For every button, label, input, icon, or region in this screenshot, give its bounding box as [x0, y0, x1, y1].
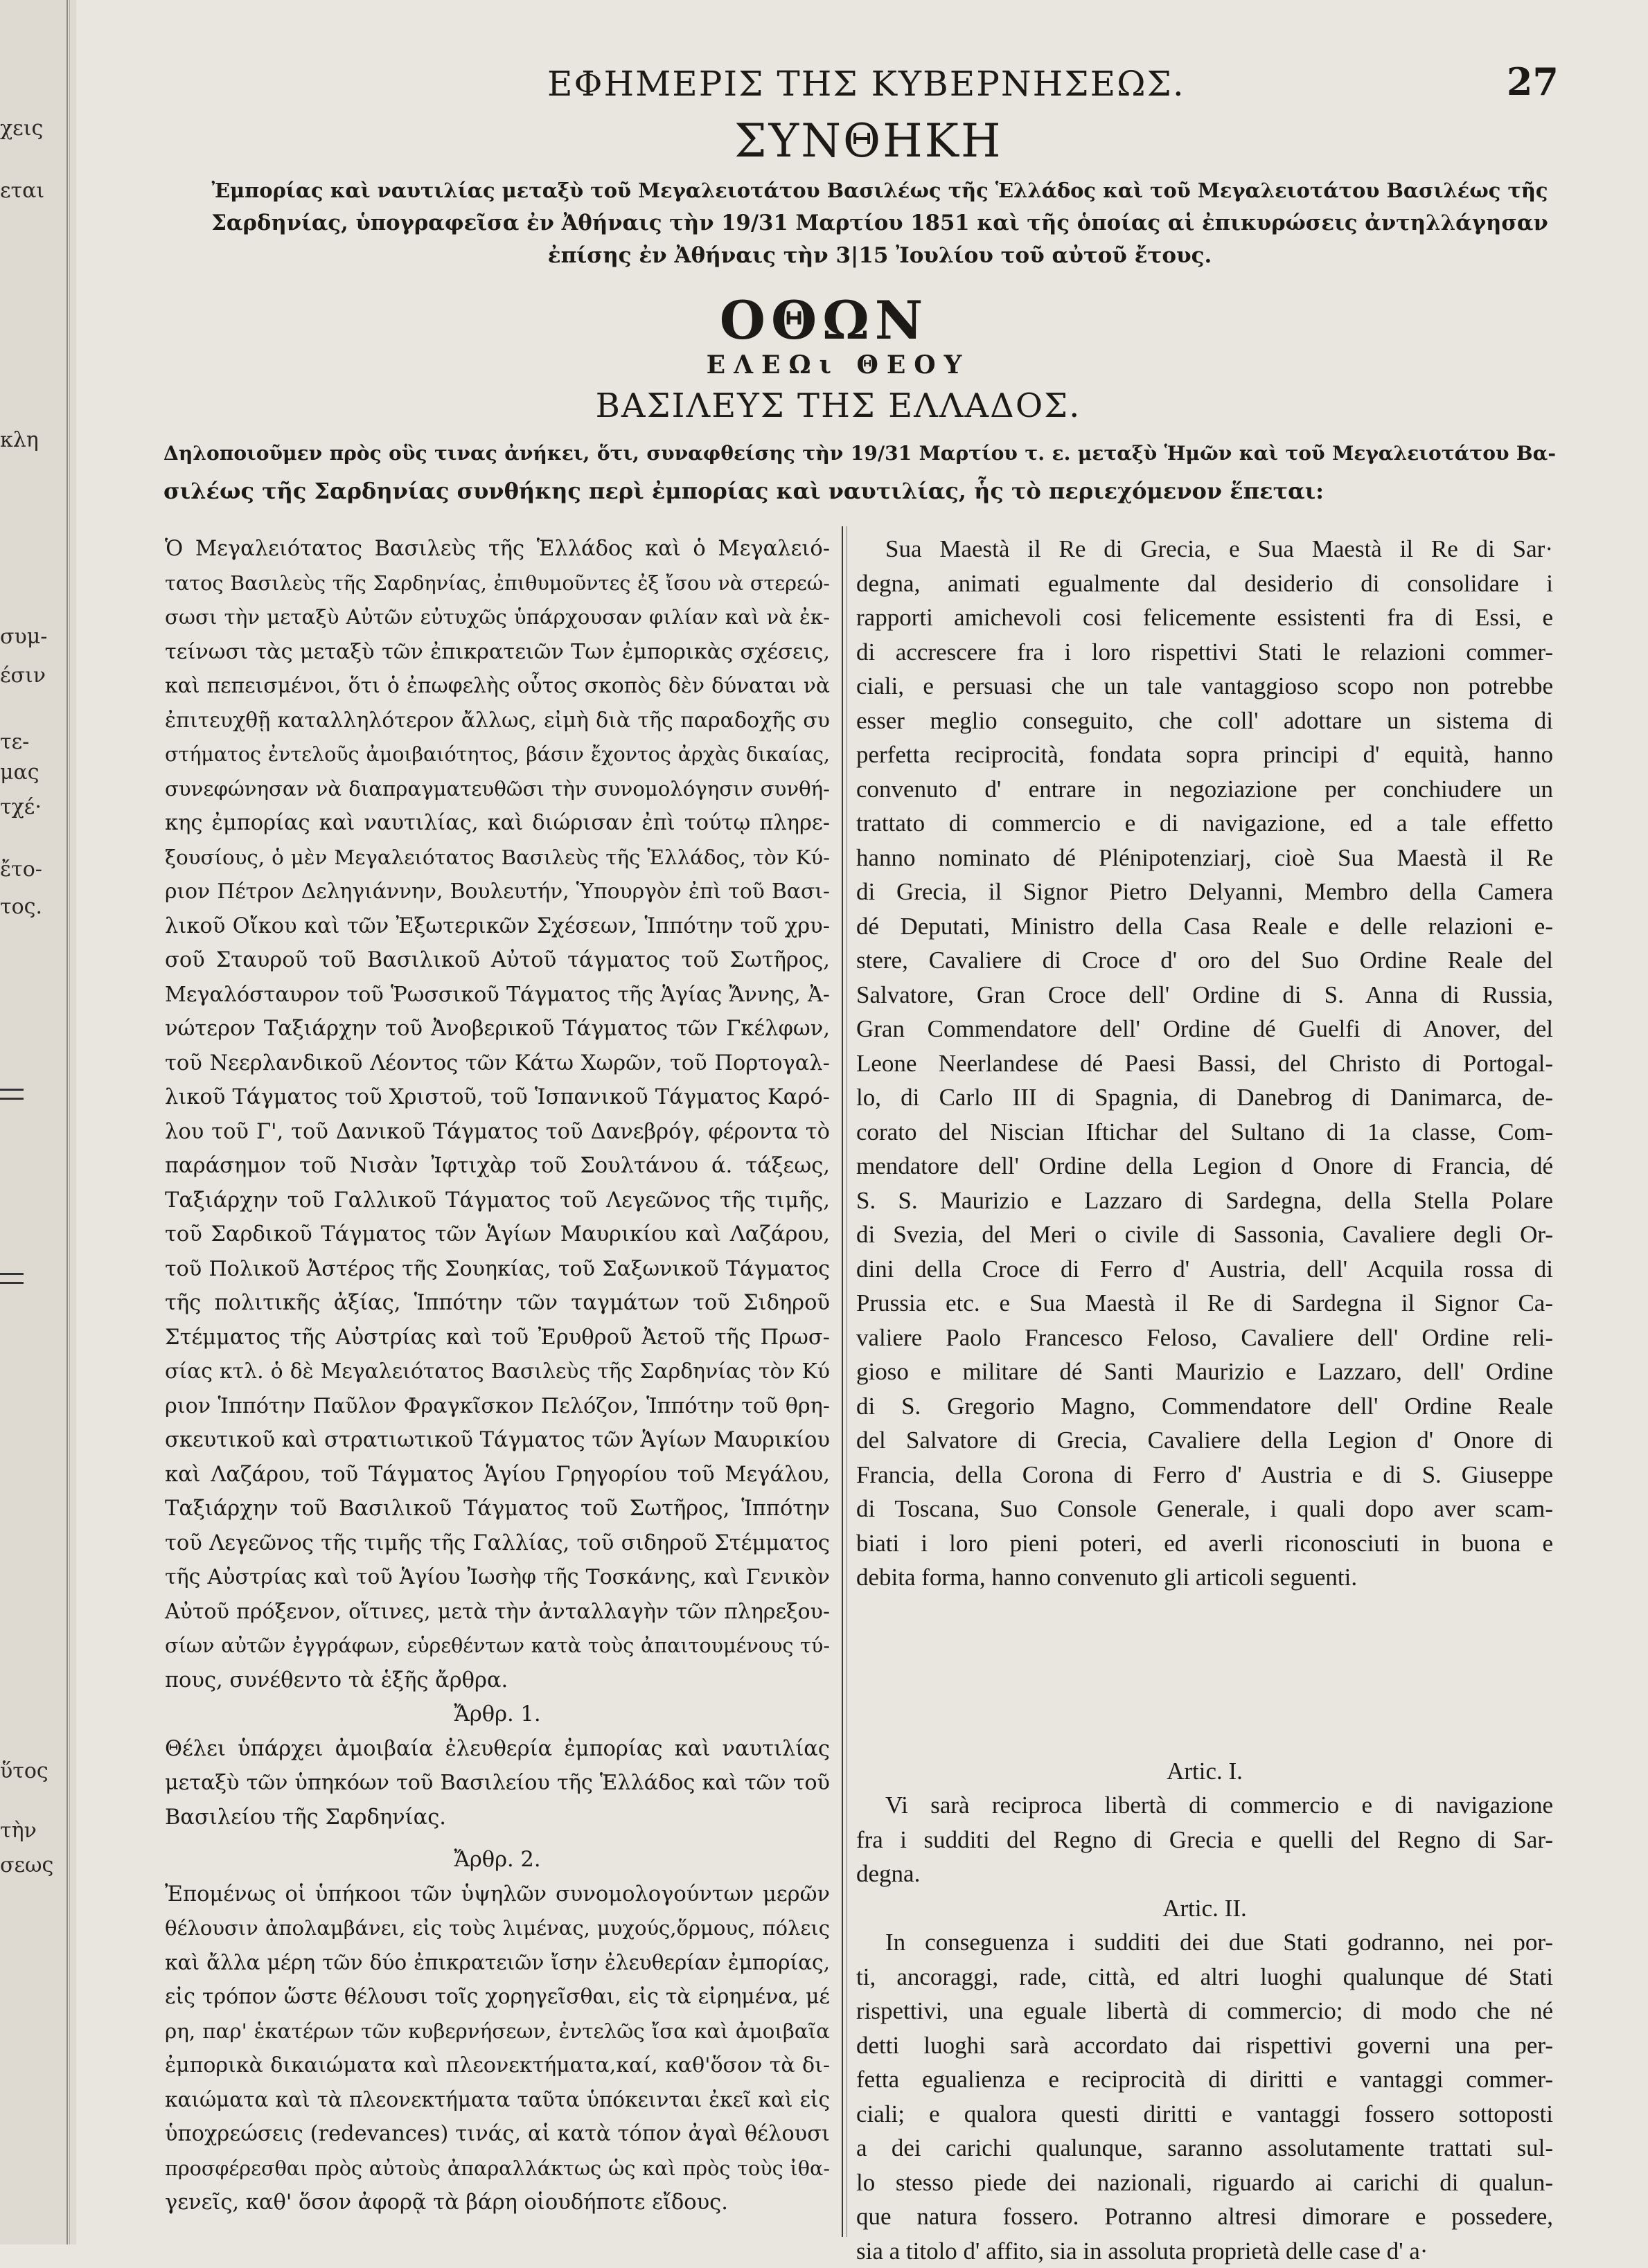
greek-preamble-text: [165, 532, 830, 1697]
greek-text-line: μεταξὺ τῶν ὑπηκόων τοῦ Βασιλείου τῆς Ἑλλάδος καὶ τῶν τοῦ: [165, 1766, 830, 1801]
italian-text-line: detti luoghi sarà accordato dai rispettivi governi una per-: [856, 2028, 1553, 2063]
greek-text-line: εἰς τρόπον ὥστε θέλουσι τοῖς χορηγεῖσθαι, εἰς τὰ εἰρημένα, μέ: [165, 1980, 830, 2015]
italian-text-line: trattato di commercio e di navigazione, ed a tale effetto: [856, 806, 1553, 841]
preamble-line: ἐπίσης ἐν Ἀθήναις τὴν 3|15 Ἰουλίου τοῦ αὐτοῦ ἔτους.: [208, 240, 1552, 272]
greek-text-line: σίων αὐτῶν ἐγγράφων, εὑρεθέντων κατὰ τοὺς ἀπαιτουμένους τύ-: [165, 1629, 830, 1663]
greek-text-line: παράσημον τοῦ Νισὰν Ἰφτιχὰρ τοῦ Σουλτάνου ά. τάξεως,: [165, 1149, 830, 1184]
greek-text-line: ὑποχρεώσεις (redevances) τινάς, αἱ κατὰ τόπον ἀγαὶ θέλουσι: [165, 2117, 830, 2152]
margin-fragment: συμ-: [0, 625, 69, 650]
king-name: ΟΘΩΝ: [0, 289, 1648, 351]
italian-text-line: di Grecia, il Signor Pietro Delyanni, Membro della Camera: [856, 875, 1553, 909]
italian-text-line: S. S. Maurizio e Lazzaro di Sardegna, della Stella Polare: [856, 1184, 1553, 1218]
greek-text-line: προσφέρεσθαι πρὸς αὐτοὺς ἀπαραλλάκτως ὡς καὶ πρὸς τοὺς ἰθα-: [165, 2152, 830, 2186]
royal-declaration: [163, 435, 1556, 510]
italian-text-line: dini della Croce di Ferro d' Austria, dell' Acquila rossa di: [856, 1252, 1553, 1287]
italian-text-line: del Salvatore di Grecia, Cavaliere della Legion d' Onore di: [856, 1423, 1553, 1458]
margin-fragment: εται: [0, 179, 69, 204]
margin-fragment: σεως: [0, 1853, 69, 1878]
greek-text-line: τοῦ Πολικοῦ Ἀστέρος τῆς Σουηκίας, τοῦ Σαξωνικοῦ Τάγματος: [165, 1252, 830, 1287]
greek-text-line: ριον Ἱππότην Παῦλον Φραγκῖσκον Πελόζον, Ἱππότην τοῦ θρη-: [165, 1389, 830, 1424]
italian-text-line: ciali, e persuasi che un tale vantaggioso scopo non potrebbe: [856, 669, 1553, 704]
greek-text-line: σωσι τὴν μεταξὺ Αὐτῶν εὐτυχῶς ὑπάρχουσαν φιλίαν καὶ νὰ ἐκ-: [165, 600, 830, 635]
italian-text-line: convenuto d' entrare in negoziazione per conchiudere un: [856, 772, 1553, 807]
greek-text-line: ρη, παρ' ἑκατέρων τῶν κυβερνήσεων, ἐντελῶς ἴσα καὶ ἀμοιβαῖα: [165, 2015, 830, 2049]
greek-column: [165, 532, 830, 2220]
italian-text-line: Leone Neerlandese dé Paesi Bassi, del Christo di Portogal-: [856, 1046, 1553, 1081]
italian-article-1-heading: Artic. I.: [856, 1754, 1553, 1789]
italian-text-line: biati i loro pieni poteri, ed averli riconosciuti in buona e: [856, 1526, 1553, 1561]
king-grace: ΕΛΕΩι ΘΕΟΥ: [97, 350, 1579, 380]
italian-text-line: di Svezia, del Meri o civile di Sassonia, Cavaliere degli Or-: [856, 1217, 1553, 1252]
italian-text-line: dé Deputati, Ministro della Casa Reale e delle relazioni e-: [856, 909, 1553, 944]
greek-text-line: λικοῦ Οἴκου καὶ τῶν Ἐξωτερικῶν Σχέσεων, Ἱππότην τοῦ χρυ-: [165, 909, 830, 944]
italian-text-line: perfetta reciprocità, fondata sopra principi d' equità, hanno: [856, 738, 1553, 772]
greek-text-line: τοῦ Σαρδικοῦ Τάγματος τῶν Ἁγίων Μαυρικίου καὶ Λαζάρου,: [165, 1217, 830, 1252]
italian-text-line: lo stesso piede dei nazionali, riguardo ai carichi di qualun-: [856, 2166, 1553, 2200]
greek-text-line: Βασιλείου τῆς Σαρδηνίας.: [165, 1801, 830, 1835]
italian-text-line: degna.: [856, 1857, 1553, 1891]
italian-text-line: lo, di Carlo III di Spagnia, di Danebrog di Danimarca, de-: [856, 1080, 1553, 1115]
greek-text-line: καὶ Λαζάρου, τοῦ Τάγματος Ἁγίου Γρηγορίου τοῦ Μεγάλου,: [165, 1458, 830, 1492]
italian-text-line: degna, animati egualmente dal desiderio di consolidare i: [856, 566, 1553, 601]
italian-text-line: rispettivi, una eguale libertà di commercio; di modo che né: [856, 1994, 1553, 2028]
greek-text-line: ἐπιτευχθῇ καταλληλότερον ἄλλως, εἰμὴ διὰ τῆς παραδοχῆς συ: [165, 704, 830, 738]
italian-text-line: di S. Gregorio Magno, Commendatore dell' Ordine Reale: [856, 1389, 1553, 1424]
italian-text-line: esser meglio conseguito, che coll' adottare un sistema di: [856, 704, 1553, 738]
italian-text-line: In conseguenza i sudditi dei due Stati godranno, nei por-: [856, 1925, 1553, 1960]
greek-text-line: Ἐπομένως οἱ ὑπήκοοι τῶν ὑψηλῶν συνομολογούντων μερῶν: [165, 1877, 830, 1912]
greek-text-line: τατος Βασιλεὺς τῆς Σαρδηνίας, ἐπιθυμοῦντες ἐξ ἴσου νὰ στερεώ-: [165, 566, 830, 601]
italian-text-line: fra i sudditi del Regno di Grecia e quelli del Regno di Sar-: [856, 1823, 1553, 1857]
greek-text-line: λικοῦ Τάγματος τοῦ Χριστοῦ, τοῦ Ἱσπανικοῦ Τάγματος Καρό-: [165, 1080, 830, 1115]
margin-fragment: τος.: [0, 895, 69, 920]
margin-fragment: ὕτος: [0, 1759, 69, 1784]
greek-text-line: γενεῖς, καθ' ὅσον ἀφορᾷ τὰ βάρη οἱουδήποτε εἴδους.: [165, 2186, 830, 2220]
greek-text-line: θέλουσιν ἀπολαμβάνει, εἰς τοὺς λιμένας, μυχούς,ὅρμους, πόλεις: [165, 1911, 830, 1946]
italian-text-line: fetta egualienza e reciprocità di diritti e vantaggi commer-: [856, 2062, 1553, 2097]
document-title: ΣΥΝΘΗΚΗ: [734, 114, 942, 168]
italian-text-line: Salvatore, Gran Croce dell' Ordine di S. Anna di Russia,: [856, 978, 1553, 1012]
italian-column: [856, 532, 1553, 2268]
italian-text-line: Prussia etc. e Sua Maestà il Re di Sardegna il Signor Ca-: [856, 1286, 1553, 1321]
running-title: ΕΦΗΜΕΡΙΣ ΤΗΣ ΚΥΒΕΡΝΗΣΕΩΣ.: [547, 64, 1143, 104]
preamble-line: Σαρδηνίας, ὑπογραφεῖσα ἐν Ἀθήναις τὴν 19/31 Μαρτίου 1851 καὶ τῆς ὁποίας αἱ ἐπικυρώσεις ἀντηλλάγησαν: [208, 207, 1552, 240]
italian-text-line: di accrescere fra i loro rispettivi Stati le relazioni commer-: [856, 635, 1553, 670]
margin-fragment: τὴν: [0, 1819, 69, 1843]
greek-text-line: Στέμματος τῆς Αὐστρίας καὶ τοῦ Ἐρυθροῦ Ἀετοῦ τῆς Πρωσ-: [165, 1321, 830, 1355]
greek-text-line: σίας κτλ. ὁ δὲ Μεγαλειότατος Βασιλεὺς τῆς Σαρδηνίας τὸν Κύ: [165, 1355, 830, 1389]
italian-preamble-text: [856, 532, 1553, 1595]
greek-text-line: ξουσίους, ὁ μὲν Μεγαλειότατος Βασιλεὺς τῆς Ἑλλάδος, τὸν Κύ-: [165, 841, 830, 875]
greek-text-line: ἐμπορικὰ δικαιώματα καὶ πλεονεκτήματα,καί, καθ'ὅσον τὰ δι-: [165, 2048, 830, 2083]
margin-rule-mark: [0, 1089, 24, 1100]
italian-text-line: di Toscana, Suo Console Generale, i quali dopo aver scam-: [856, 1492, 1553, 1526]
margin-fragment: τχέ·: [0, 795, 69, 820]
greek-text-line: τοῦ Νεερλανδικοῦ Λέοντος τῶν Κάτω Χωρῶν, τοῦ Πορτογαλ-: [165, 1046, 830, 1081]
margin-fragment: χεις: [0, 116, 69, 141]
margin-fragment: έσιν: [0, 663, 69, 688]
greek-text-line: κης ἐμπορίας καὶ ναυτιλίας, καὶ διώρισαν ἐπὶ τούτῳ πληρε-: [165, 806, 830, 841]
greek-text-line: νώτερον Ταξιάρχην τοῦ Ἀνοβερικοῦ Τάγματος τῶν Γκέλφων,: [165, 1012, 830, 1046]
italian-text-line: stere, Cavaliere di Croce d' oro del Suo Ordine Reale del: [856, 943, 1553, 978]
greek-text-line: Αὐτοῦ πρόξενον, οἵτινες, μετὰ τὴν ἀνταλλαγὴν τῶν πληρεξου-: [165, 1595, 830, 1629]
margin-rule-mark: [0, 1273, 24, 1284]
greek-text-line: Ταξιάρχην τοῦ Βασιλικοῦ Τάγματος τοῦ Σωτῆρος, Ἱππότην: [165, 1492, 830, 1526]
margin-fragment: τε-: [0, 730, 69, 755]
italian-text-line: a dei carichi qualunque, saranno assolutamente trattati sul-: [856, 2131, 1553, 2166]
greek-text-line: Ὁ Μεγαλειότατος Βασιλεὺς τῆς Ἑλλάδος καὶ ὁ Μεγαλειό-: [165, 532, 830, 566]
greek-article-2-text: [165, 1877, 830, 2220]
italian-text-line: Vi sarà reciproca libertà di commercio e di navigazione: [856, 1788, 1553, 1823]
italian-article-2-text: [856, 1925, 1553, 2268]
greek-text-line: στήματος ἐντελοῦς ἀμοιβαιότητος, βάσιν ἔχοντος ἀρχὰς δικαίας,: [165, 738, 830, 772]
column-rule: [842, 526, 843, 2237]
margin-fragment: κλη: [0, 428, 69, 453]
italian-article-2-heading: Artic. II.: [856, 1891, 1553, 1926]
italian-text-line: debita forma, hanno convenuto gli articoli seguenti.: [856, 1560, 1553, 1595]
treaty-preamble: [208, 175, 1552, 272]
greek-text-line: τῆς Αὐστρίας καὶ τοῦ Ἁγίου Ἰωσὴφ τῆς Τοσκάνης, καὶ Γενικὸν: [165, 1560, 830, 1595]
greek-text-line: ριον Πέτρον Δεληγιάννην, Βουλευτήν, Ὑπουργὸν ἐπὶ τοῦ Βασι-: [165, 875, 830, 909]
greek-text-line: τῆς πολιτικῆς ἀξίας, Ἱππότην τῶν ταγμάτων τοῦ Σιδηροῦ: [165, 1286, 830, 1321]
italian-text-line: ciali; e qualora questi diritti e vantaggi fossero sottoposti: [856, 2097, 1553, 2132]
preamble-line: Ἐμπορίας καὶ ναυτιλίας μεταξὺ τοῦ Μεγαλειοτάτου Βασιλέως τῆς Ἑλλάδος καὶ τοῦ Μεγαλειοτάτου Βασιλέως τῆς: [208, 175, 1552, 207]
italian-article-1-text: [856, 1788, 1553, 1891]
declaration-line: Δηλοποιοῦμεν πρὸς οὓς τινας ἀνήκει, ὅτι, συναφθείσης τὴν 19/31 Μαρτίου τ. ε. μεταξὺ Ἡμῶν καὶ τοῦ Μεγαλειοτάτου Βα-: [163, 435, 1556, 472]
italian-text-line: valiere Paolo Francesco Feloso, Cavaliere dell' Ordine reli-: [856, 1321, 1553, 1355]
greek-article-1-heading: Ἄρθρ. 1.: [165, 1697, 830, 1732]
greek-text-line: Θέλει ὑπάρχει ἀμοιβαία ἐλευθερία ἐμπορίας καὶ ναυτιλίας: [165, 1732, 830, 1767]
greek-text-line: Ταξιάρχην τοῦ Γαλλικοῦ Τάγματος τοῦ Λεγεῶνος τῆς τιμῆς,: [165, 1184, 830, 1218]
italian-text-line: rapporti amichevoli cosi felicemente essistenti fra di Essi, e: [856, 600, 1553, 635]
italian-text-line: mendatore dell' Ordine della Legion d Onore di Francia, dé: [856, 1149, 1553, 1184]
italian-text-line: ti, ancoraggi, rade, città, ed altri luoghi qualunque dé Stati: [856, 1960, 1553, 1994]
greek-text-line: πους, συνέθεντο τὰ ἑξῆς ἄρθρα.: [165, 1663, 830, 1698]
greek-text-line: συνεφώνησαν νὰ διαπραγματευθῶσι τὴν συνομολόγησιν συνθή-: [165, 772, 830, 807]
italian-text-line: Gran Commendatore dell' Ordine dé Guelfi di Anover, del: [856, 1012, 1553, 1046]
greek-text-line: σκευτικοῦ καὶ στρατιωτικοῦ Τάγματος τῶν Ἁγίων Μαυρικίου: [165, 1423, 830, 1458]
greek-text-line: Μεγαλόσταυρον τοῦ Ῥωσσικοῦ Τάγματος τῆς Ἁγίας Ἄννης, Ἀ-: [165, 978, 830, 1012]
king-title: ΒΑΣΙΛΕΥΣ ΤΗΣ ΕΛΛΑΔΟΣ.: [97, 386, 1579, 425]
italian-text-line: hanno nominato dé Plénipotenziarj, cioè Sua Maestà il Re: [856, 841, 1553, 875]
italian-text-line: gioso e militare dé Santi Maurizio e Lazzaro, dell' Ordine: [856, 1355, 1553, 1389]
italian-text-line: Sua Maestà il Re di Grecia, e Sua Maestà il Re di Sar·: [856, 532, 1553, 566]
greek-text-line: τείνωσι τὰς μεταξὺ τῶν ἐπικρατειῶν Των ἐμπορικὰς σχέσεις,: [165, 635, 830, 670]
italian-text-line: Francia, della Corona di Ferro d' Austria e di S. Giuseppe: [856, 1458, 1553, 1492]
greek-article-1-text: [165, 1732, 830, 1835]
declaration-line: σιλέως τῆς Σαρδηνίας συνθήκης περὶ ἐμπορίας καὶ ναυτιλίας, ἧς τὸ περιεχόμενον ἕπεται:: [163, 472, 1556, 510]
greek-text-line: λου τοῦ Γ', τοῦ Δανικοῦ Τάγματος τοῦ Δανεβρόγ, φέροντα τὸ: [165, 1115, 830, 1150]
margin-fragment: μας: [0, 760, 69, 785]
italian-text-line: que natura fossero. Potranno altresi dimorare e possedere,: [856, 2199, 1553, 2234]
greek-text-line: σοῦ Σταυροῦ τοῦ Βασιλικοῦ Αὐτοῦ τάγματος τοῦ Σωτῆρος,: [165, 943, 830, 978]
page-number: 27: [1496, 60, 1559, 104]
greek-text-line: καὶ ἄλλα μέρη τῶν δύο ἐπικρατειῶν ἴσην ἐλευθερίαν ἐμπορίας,: [165, 1946, 830, 1981]
greek-text-line: τοῦ Λεγεῶνος τῆς τιμῆς τῆς Γαλλίας, τοῦ σιδηροῦ Στέμματος: [165, 1526, 830, 1561]
italian-text-line: corato del Niscian Iftichar del Sultano di 1a classe, Com-: [856, 1115, 1553, 1150]
greek-text-line: καὶ πεπεισμένοι, ὅτι ὁ ἐπωφελὴς οὗτος σκοπὸς δὲν δύναται νὰ: [165, 669, 830, 704]
greek-text-line: καιώματα καὶ τὰ πλεονεκτήματα ταῦτα ὑπόκεινται ἐκεῖ καὶ εἰς: [165, 2083, 830, 2118]
greek-article-2-heading: Ἄρθρ. 2.: [165, 1843, 830, 1877]
italian-text-line: sia a titolo d' affito, sia in assoluta proprietà delle case d' a·: [856, 2234, 1553, 2268]
margin-fragment: ἔτο-: [0, 857, 69, 882]
